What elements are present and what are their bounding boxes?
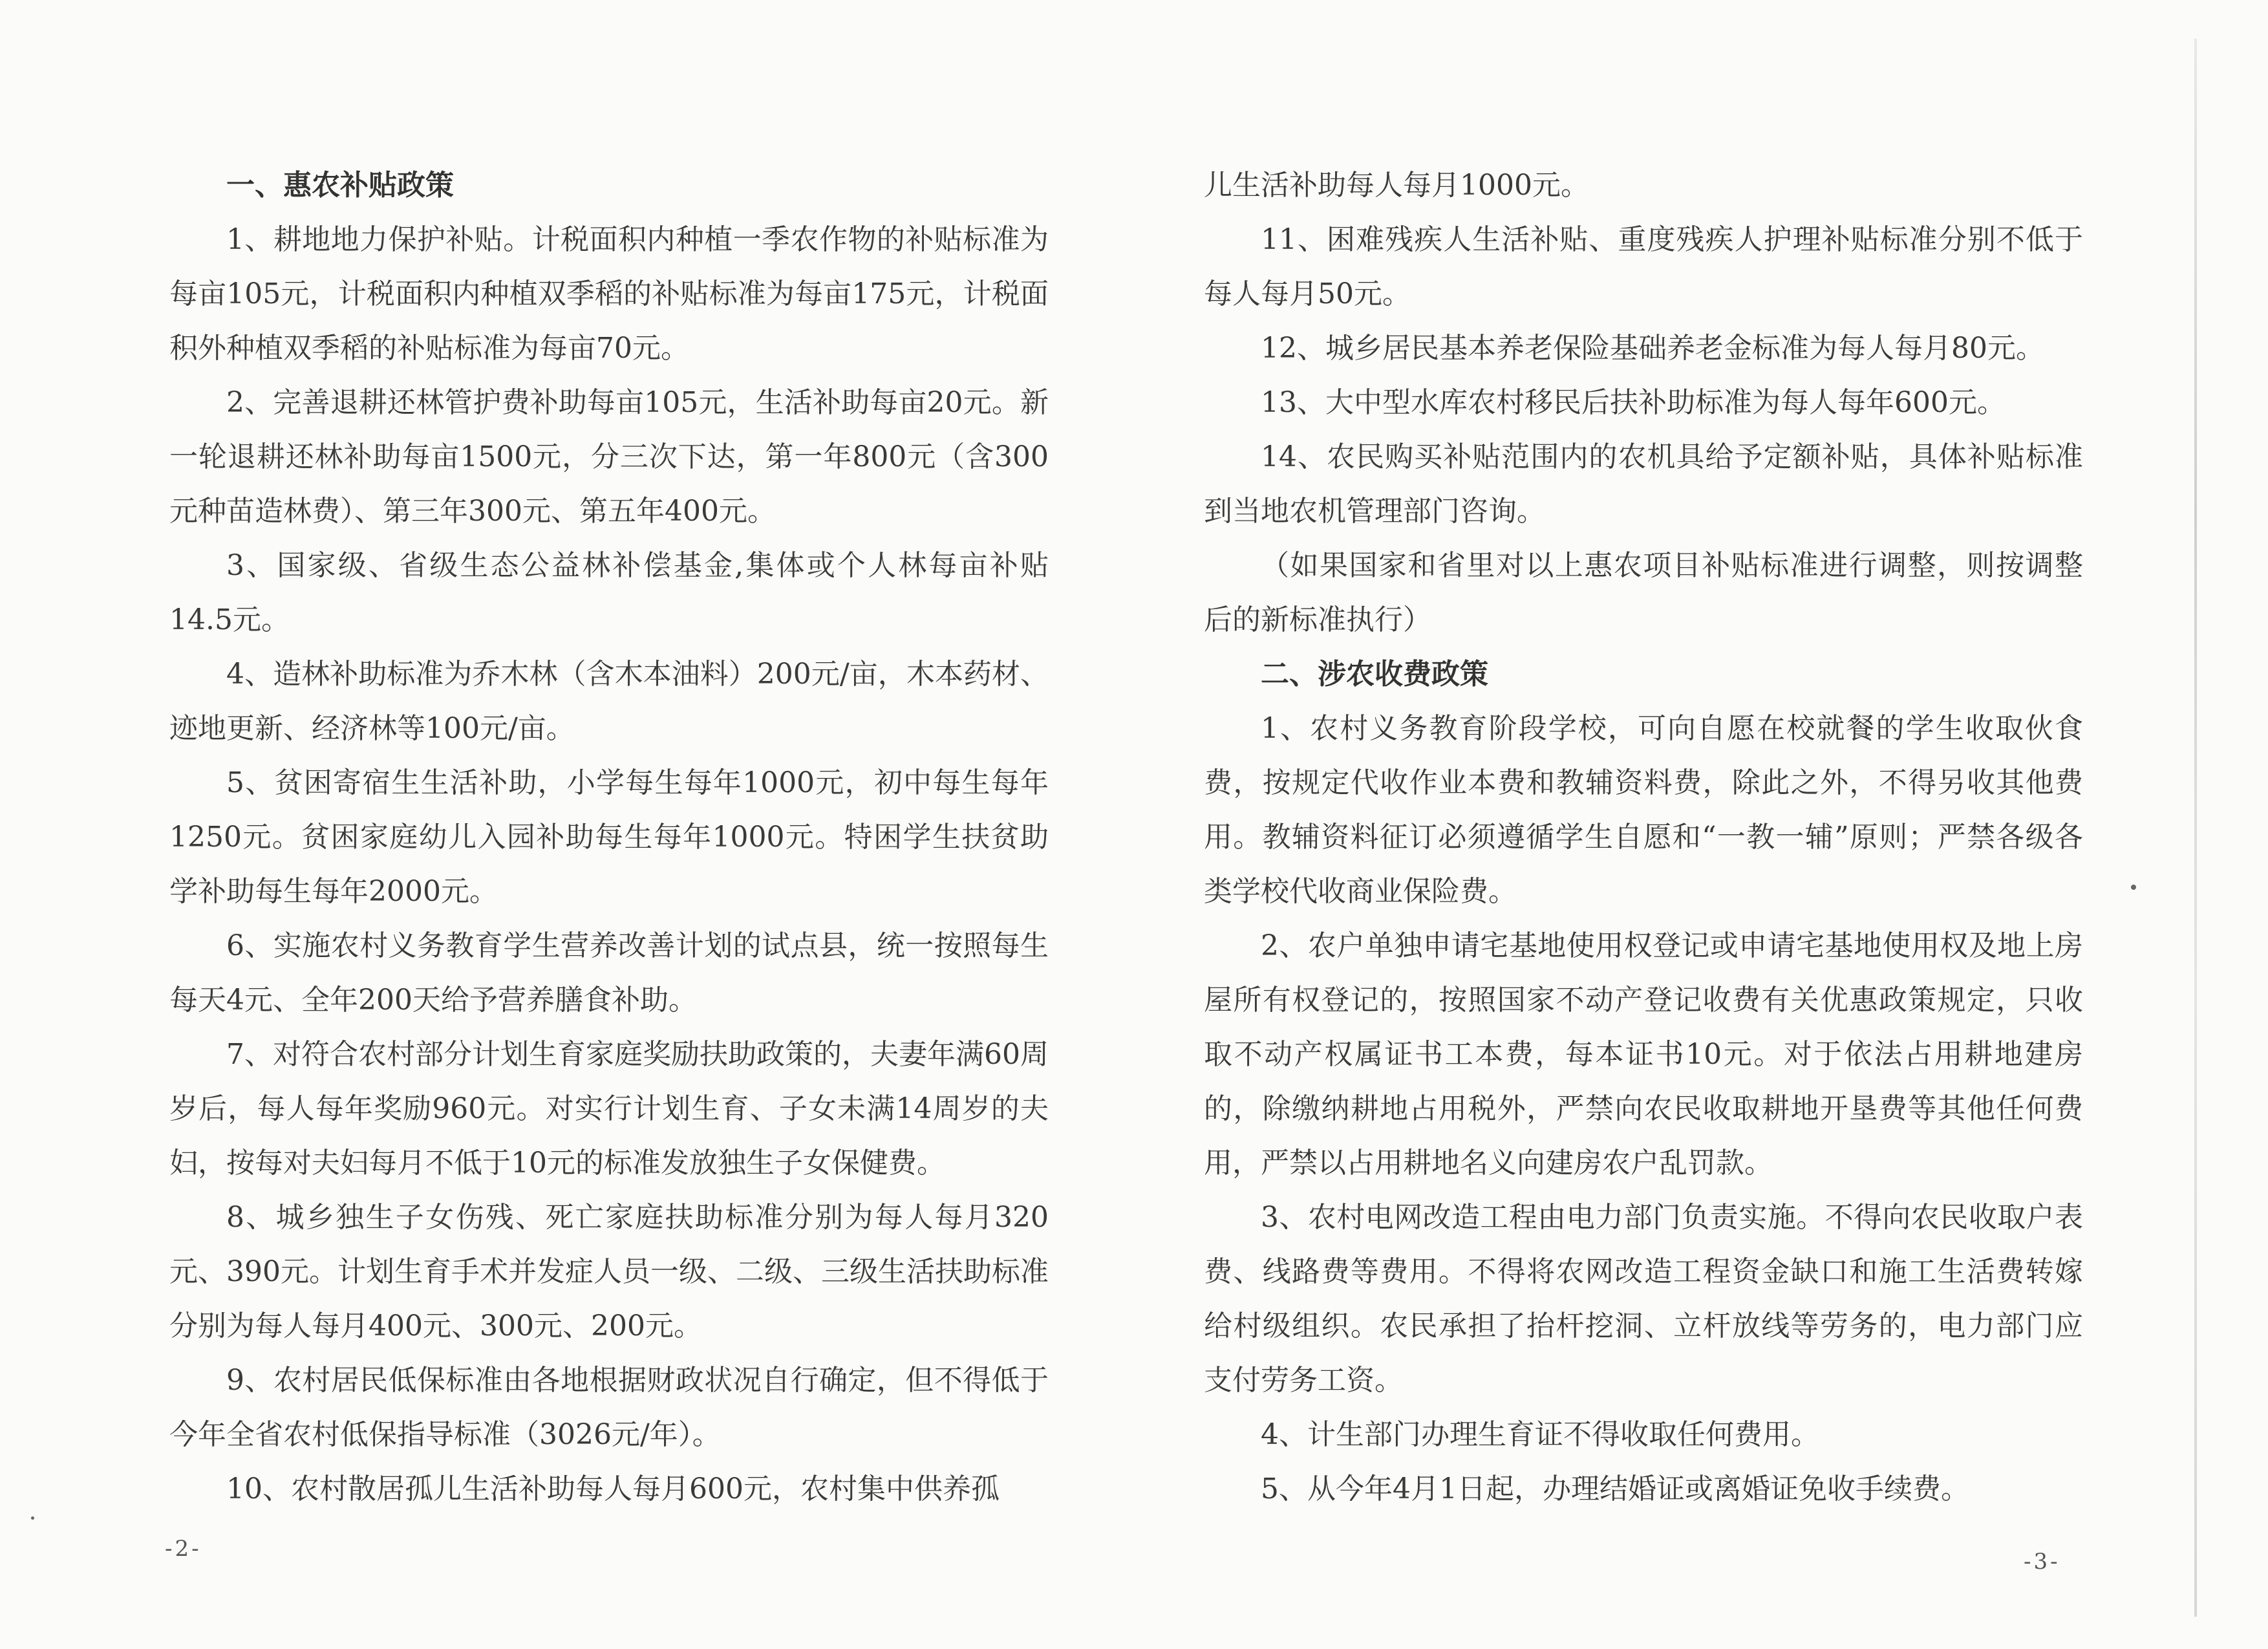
paragraph: 10、农村散居孤儿生活补助每人每月600元，农村集中供养孤 [226, 1472, 1000, 1505]
scan-edge [2194, 39, 2197, 1617]
paragraph: 11、困难残疾人生活补贴、重度残疾人护理补贴标准分别不低于每人每月50元。 [1204, 223, 2083, 310]
paragraph: 2、完善退耕还林管护费补助每亩105元，生活补助每亩20元。新一轮退耕还林补助每亩1500元，分三次下达，第一年800元（含300元种苗造林费）、第三年300元、第五年400元。 [169, 386, 1049, 528]
paragraph: 6、实施农村义务教育学生营养改善计划的试点县，统一按照每生每天4元、全年200天给予营养膳食补助。 [169, 929, 1049, 1017]
paragraph: 12、城乡居民基本养老保险基础养老金标准为每人每月80元。 [1261, 332, 2044, 365]
paragraph: 5、从今年4月1日起，办理结婚证或离婚证免收手续费。 [1261, 1472, 1969, 1505]
paragraph: 1、农村义务教育阶段学校，可向自愿在校就餐的学生收取伙食费，按规定代收作业本费和教辅资料费，除此之外，不得另收其他费用。教辅资料征订必须遵循学生自愿和“一教一辅”原则；严禁各级各类学校代收商业保险费。 [1204, 712, 2083, 908]
paragraph: 7、对符合农村部分计划生育家庭奖励扶助政策的，夫妻年满60周岁后，每人每年奖励960元。对实行计划生育、子女未满14周岁的夫妇，按每对夫妇每月不低于10元的标准发放独生子女保健费。 [169, 1038, 1049, 1180]
paragraph: 4、造林补助标准为乔木林（含木本油料）200元/亩，木本药材、迹地更新、经济林等100元/亩。 [169, 658, 1049, 745]
paragraph: 4、计生部门办理生育证不得收取任何费用。 [1261, 1418, 1819, 1451]
paragraph: 5、贫困寄宿生生活补助，小学每生每年1000元，初中每生每年1250元。贫困家庭幼儿入园补助每生每年1000元。特困学生扶贫助学补助每生每年2000元。 [169, 766, 1049, 908]
left-page [169, 158, 1049, 1503]
page-number-left: -2- [165, 1536, 202, 1562]
section-heading-subsidy: 一、惠农补贴政策 [226, 169, 454, 202]
paragraph: 13、大中型水库农村移民后扶补助标准为每人每年600元。 [1261, 386, 2006, 419]
paragraph: 3、农村电网改造工程由电力部门负责实施。不得向农民收取户表费、线路费等费用。不得将农网改造工程资金缺口和施工生活费转嫁给村级组织。农民承担了抬杆挖洞、立杆放线等劳务的，电力部门应支付劳务工资。 [1204, 1201, 2083, 1397]
right-page [1204, 158, 2083, 1503]
paragraph: 3、国家级、省级生态公益林补偿基金,集体或个人林每亩补贴14.5元。 [169, 549, 1049, 636]
paragraph: 14、农民购买补贴范围内的农机具给予定额补贴，具体补贴标准到当地农机管理部门咨询。 [1204, 440, 2083, 528]
scan-dot [31, 1516, 34, 1520]
paragraph: 9、农村居民低保标准由各地根据财政状况自行确定，但不得低于今年全省农村低保指导标准（3026元/年）。 [169, 1364, 1049, 1451]
paragraph: 1、耕地地力保护补贴。计税面积内种植一季农作物的补贴标准为每亩105元，计税面积内种植双季稻的补贴标准为每亩175元，计税面积外种植双季稻的补贴标准为每亩70元。 [169, 223, 1049, 365]
paragraph-continuation: 儿生活补助每人每月1000元。 [1204, 169, 1589, 202]
scan-dot [2131, 885, 2136, 890]
section-heading-fees: 二、涉农收费政策 [1261, 658, 1488, 691]
page-number-right: -3- [2024, 1549, 2060, 1575]
paragraph-note: （如果国家和省里对以上惠农项目补贴标准进行调整，则按调整后的新标准执行） [1204, 549, 2083, 636]
paragraph: 8、城乡独生子女伤残、死亡家庭扶助标准分别为每人每月320元、390元。计划生育手术并发症人员一级、二级、三级生活扶助标准分别为每人每月400元、300元、200元。 [169, 1201, 1049, 1342]
paragraph: 2、农户单独申请宅基地使用权登记或申请宅基地使用权及地上房屋所有权登记的，按照国家不动产登记收费有关优惠政策规定，只收取不动产权属证书工本费，每本证书10元。对于依法占用耕地建房的，除缴纳耕地占用税外，严禁向农民收取耕地开垦费等其他任何费用，严禁以占用耕地名义向建房农户乱罚款。 [1204, 929, 2083, 1180]
